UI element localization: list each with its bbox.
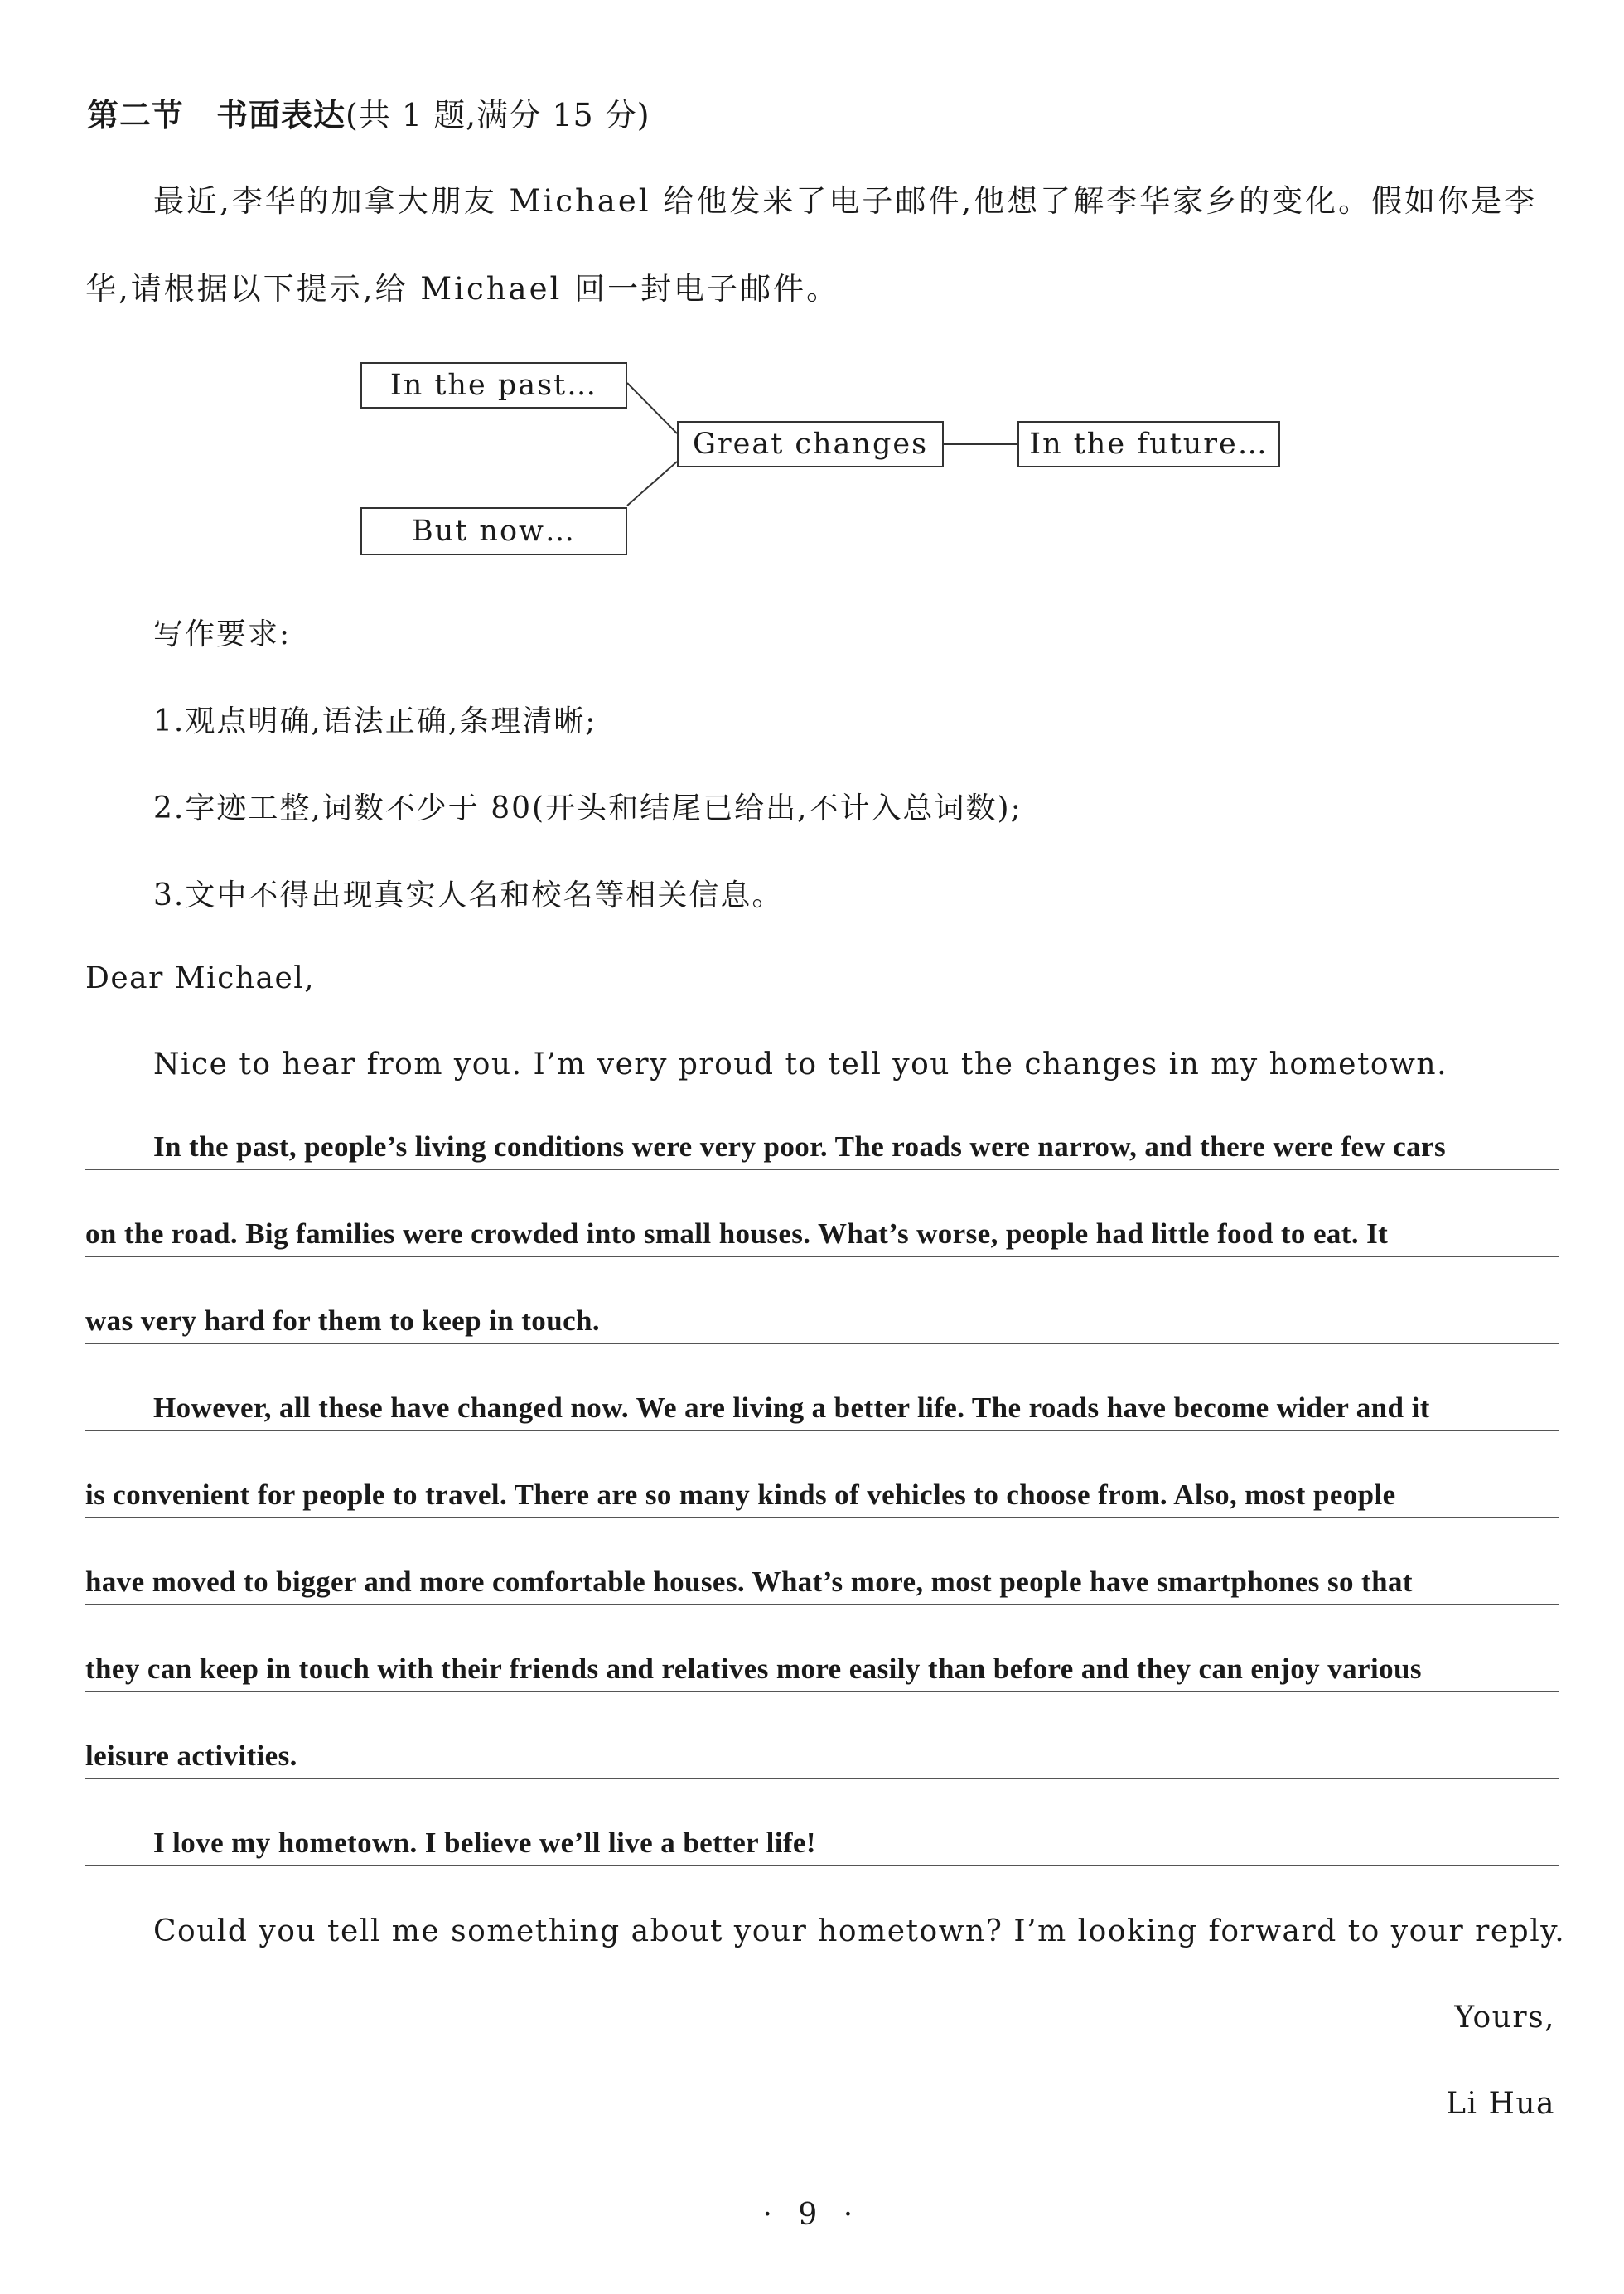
connector-now <box>627 462 677 506</box>
prompt-line-2: 华,请根据以下提示,给 Michael 回一封电子邮件。 <box>85 271 840 307</box>
answer-rule <box>85 1430 1559 1431</box>
letter-signature: Li Hua <box>1446 2087 1555 2121</box>
page-number: · 9 · <box>762 2198 862 2232</box>
answer-line-8: leisure activities. <box>85 1740 297 1772</box>
diagram-box-now: But now… <box>360 507 627 555</box>
answer-rule <box>85 1343 1559 1344</box>
answer-line-3: was very hard for them to keep in touch. <box>85 1304 601 1337</box>
answer-rule <box>85 1691 1559 1692</box>
diagram-box-center: Great changes <box>677 421 944 467</box>
answer-rule <box>85 1778 1559 1779</box>
connector-past <box>627 383 677 433</box>
requirement-item: 3.文中不得出现真实人名和校名等相关信息。 <box>153 878 784 912</box>
answer-line-5: is convenient for people to travel. There are so many kinds of vehicles to choose from. Also, most people <box>85 1479 1396 1511</box>
answer-line-9: I love my hometown. I believe we’ll live a better life! <box>153 1827 816 1859</box>
answer-rule <box>85 1256 1559 1257</box>
answer-line-1: In the past, people’s living conditions were very poor. The roads were narrow, and there were few cars <box>153 1130 1447 1163</box>
requirements-heading: 写作要求: <box>153 617 292 651</box>
letter-closing: Could you tell me something about your hometown? I’m looking forward to your reply. <box>153 1914 1566 1948</box>
answer-rule <box>85 1169 1559 1170</box>
diagram-box-future: In the future… <box>1017 421 1280 467</box>
letter-signoff: Yours, <box>1454 2001 1555 2035</box>
letter-greeting: Dear Michael, <box>85 961 316 995</box>
requirement-item: 1.观点明确,语法正确,条理清晰; <box>153 704 597 738</box>
section-title <box>87 90 650 135</box>
requirement-item: 2.字迹工整,词数不少于 80(开头和结尾已给出,不计入总词数); <box>153 791 1022 825</box>
section-heading: 第二节 书面表达 <box>87 97 346 133</box>
answer-line-7: they can keep in touch with their friends and relatives more easily than before and they can enjoy various <box>85 1653 1422 1685</box>
answer-line-6: have moved to bigger and more comfortable houses. What’s more, most people have smartphones so that <box>85 1566 1413 1598</box>
prompt-line-1: 最近,李华的加拿大朋友 Michael 给他发来了电子邮件,他想了解李华家乡的变化。假如你是李 <box>153 183 1538 219</box>
section-scoring: (共 1 题,满分 15 分) <box>346 97 650 133</box>
answer-rule <box>85 1604 1559 1605</box>
answer-line-2: on the road. Big families were crowded into small houses. What’s worse, people had little food to eat. It <box>85 1217 1389 1250</box>
letter-opening: Nice to hear from you. I’m very proud to tell you the changes in my hometown. <box>153 1048 1448 1082</box>
answer-line-4: However, all these have changed now. We are living a better life. The roads have become wider and it <box>153 1391 1430 1424</box>
diagram-box-past: In the past… <box>360 362 627 409</box>
answer-rule <box>85 1865 1559 1866</box>
answer-rule <box>85 1517 1559 1518</box>
